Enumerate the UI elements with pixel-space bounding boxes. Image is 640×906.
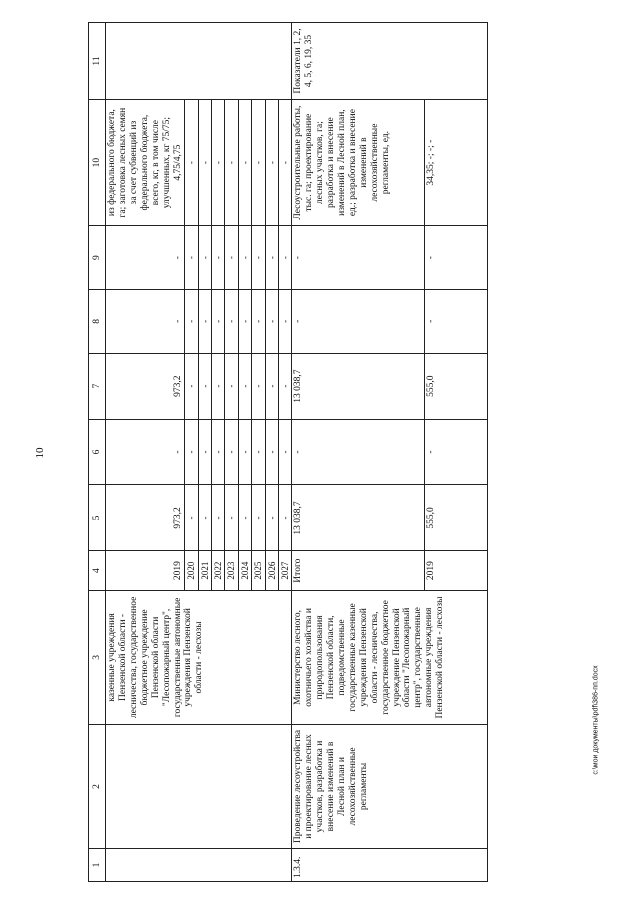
cell-col11: Показатели 1, 2, 4, 5, 6, 19, 35	[292, 23, 488, 100]
cell-executor: Министерство лесного, охотничьего хозяйства и природопользования Пензенской области, подведомственные государственные казенные учреждения Пензенской области - лесничества, государственное бюджетное учреждение Пензенской области "Лесопожарный центр", государственные автономные учреждения Пензенской области - лесхозы	[292, 590, 488, 724]
cell-c6: -	[252, 419, 265, 485]
cell-c10: -	[198, 99, 211, 225]
cell-c5: -	[278, 485, 291, 551]
cell-c5: -	[198, 485, 211, 551]
cell-c8: -	[252, 289, 265, 353]
cell-executor: казенные учреждения Пензенской области - лесничества, государственное бюджетное учреждение Пензенской области "Лесопожарный центр", государственные автономные учреждения Пензенской области - лесхозы	[106, 590, 292, 724]
cell-c9: -	[185, 226, 198, 290]
cell-c5: 555,0	[425, 485, 488, 551]
col-num-10: 10	[89, 99, 106, 225]
cell-year: 2027	[278, 551, 291, 591]
cell-year: 2019	[425, 551, 488, 591]
cell-c8: -	[278, 289, 291, 353]
cell-c7: -	[225, 353, 238, 419]
cell-c6: -	[265, 419, 278, 485]
cell-year: 2019	[106, 551, 185, 591]
cell-c10: -	[238, 99, 251, 225]
cell-activity: Проведение лесоустройства и проектирование лесных участков, разработка и внесение изменений в Лесной план и лесохозяйственные регламенты	[292, 724, 488, 848]
cell-year: 2020	[185, 551, 198, 591]
column-number-row	[89, 23, 106, 882]
cell-c6: -	[212, 419, 225, 485]
cell-c7: -	[198, 353, 211, 419]
cell-c7: -	[265, 353, 278, 419]
cell-c9: -	[278, 226, 291, 290]
cell-activity	[106, 724, 292, 848]
cell-c6: -	[106, 419, 185, 485]
cell-c8: -	[238, 289, 251, 353]
cell-c9: -	[425, 226, 488, 290]
cell-c5: -	[265, 485, 278, 551]
cell-year: 2021	[198, 551, 211, 591]
cell-c7: 555,0	[425, 353, 488, 419]
cell-num: 1.3.4.	[292, 849, 488, 882]
cell-c5: -	[238, 485, 251, 551]
col-num-4: 4	[89, 551, 106, 591]
cell-c9: -	[225, 226, 238, 290]
cell-c9: -	[238, 226, 251, 290]
cell-c7: 973,2	[106, 353, 185, 419]
cell-c8: -	[106, 289, 185, 353]
cell-c5: 13 038,7	[292, 485, 425, 551]
cell-c7: -	[185, 353, 198, 419]
footer-file-path: c:\мои документы\pdf\386-пп.docx	[592, 665, 600, 775]
cell-c5: -	[252, 485, 265, 551]
cell-c6: -	[198, 419, 211, 485]
cell-c6: -	[292, 419, 425, 485]
cell-c9: -	[212, 226, 225, 290]
cell-year: 2024	[238, 551, 251, 591]
cell-c7: -	[212, 353, 225, 419]
cell-c8: -	[198, 289, 211, 353]
cell-c6: -	[185, 419, 198, 485]
col-num-8: 8	[89, 289, 106, 353]
cell-c6: -	[425, 419, 488, 485]
cell-c10: -	[185, 99, 198, 225]
cell-c9: -	[292, 226, 425, 290]
cell-c6: -	[238, 419, 251, 485]
cell-c5: -	[212, 485, 225, 551]
col-num-11: 11	[89, 23, 106, 100]
program-activities-table	[88, 22, 488, 882]
cell-c7: 13 038,7	[292, 353, 425, 419]
col-num-3: 3	[89, 590, 106, 724]
table-row	[106, 23, 185, 882]
cell-c9: -	[265, 226, 278, 290]
cell-c9: -	[198, 226, 211, 290]
cell-c10: 34,35; -; -; -	[425, 99, 488, 225]
table-row	[292, 23, 425, 882]
cell-year: 2022	[212, 551, 225, 591]
cell-c8: -	[212, 289, 225, 353]
cell-c10: -	[278, 99, 291, 225]
cell-c6: -	[278, 419, 291, 485]
cell-c10: -	[265, 99, 278, 225]
cell-c9: -	[106, 226, 185, 290]
cell-c5: -	[185, 485, 198, 551]
cell-c5: 973,2	[106, 485, 185, 551]
cell-year: 2023	[225, 551, 238, 591]
cell-c10: -	[252, 99, 265, 225]
cell-c7: -	[238, 353, 251, 419]
cell-c10: -	[212, 99, 225, 225]
col-num-5: 5	[89, 485, 106, 551]
cell-c8: -	[425, 289, 488, 353]
cell-c8: -	[225, 289, 238, 353]
cell-c8: -	[292, 289, 425, 353]
col-num-2: 2	[89, 724, 106, 848]
cell-num	[106, 849, 292, 882]
cell-c7: -	[278, 353, 291, 419]
col-num-6: 6	[89, 419, 106, 485]
cell-total-label: Итого	[292, 551, 425, 591]
rotated-table-container	[88, 22, 584, 882]
col-num-7: 7	[89, 353, 106, 419]
col-num-9: 9	[89, 226, 106, 290]
col-num-1: 1	[89, 849, 106, 882]
cell-c6: -	[225, 419, 238, 485]
cell-year: 2025	[252, 551, 265, 591]
cell-c7: -	[252, 353, 265, 419]
cell-col11	[106, 23, 292, 100]
cell-c5: -	[225, 485, 238, 551]
cell-year: 2026	[265, 551, 278, 591]
cell-indicator: Лесоустроительные работы, тыс. га; проектирование лесных участков, га; разработка и внесение изменений в Лесной план, ед.; разработка и внесение изменений в лесохозяйственные регламенты, ед.	[292, 99, 425, 225]
cell-c9: -	[252, 226, 265, 290]
cell-c10: -	[225, 99, 238, 225]
cell-c8: -	[185, 289, 198, 353]
page-number: 10	[34, 447, 46, 459]
cell-indicator: из федерального бюджета, га; заготовка лесных семян за счет субвенций из федерального бюджета, всего, кг, в том числе улучшенных, кг 75/75; 4,75/4,75	[106, 99, 185, 225]
cell-c8: -	[265, 289, 278, 353]
